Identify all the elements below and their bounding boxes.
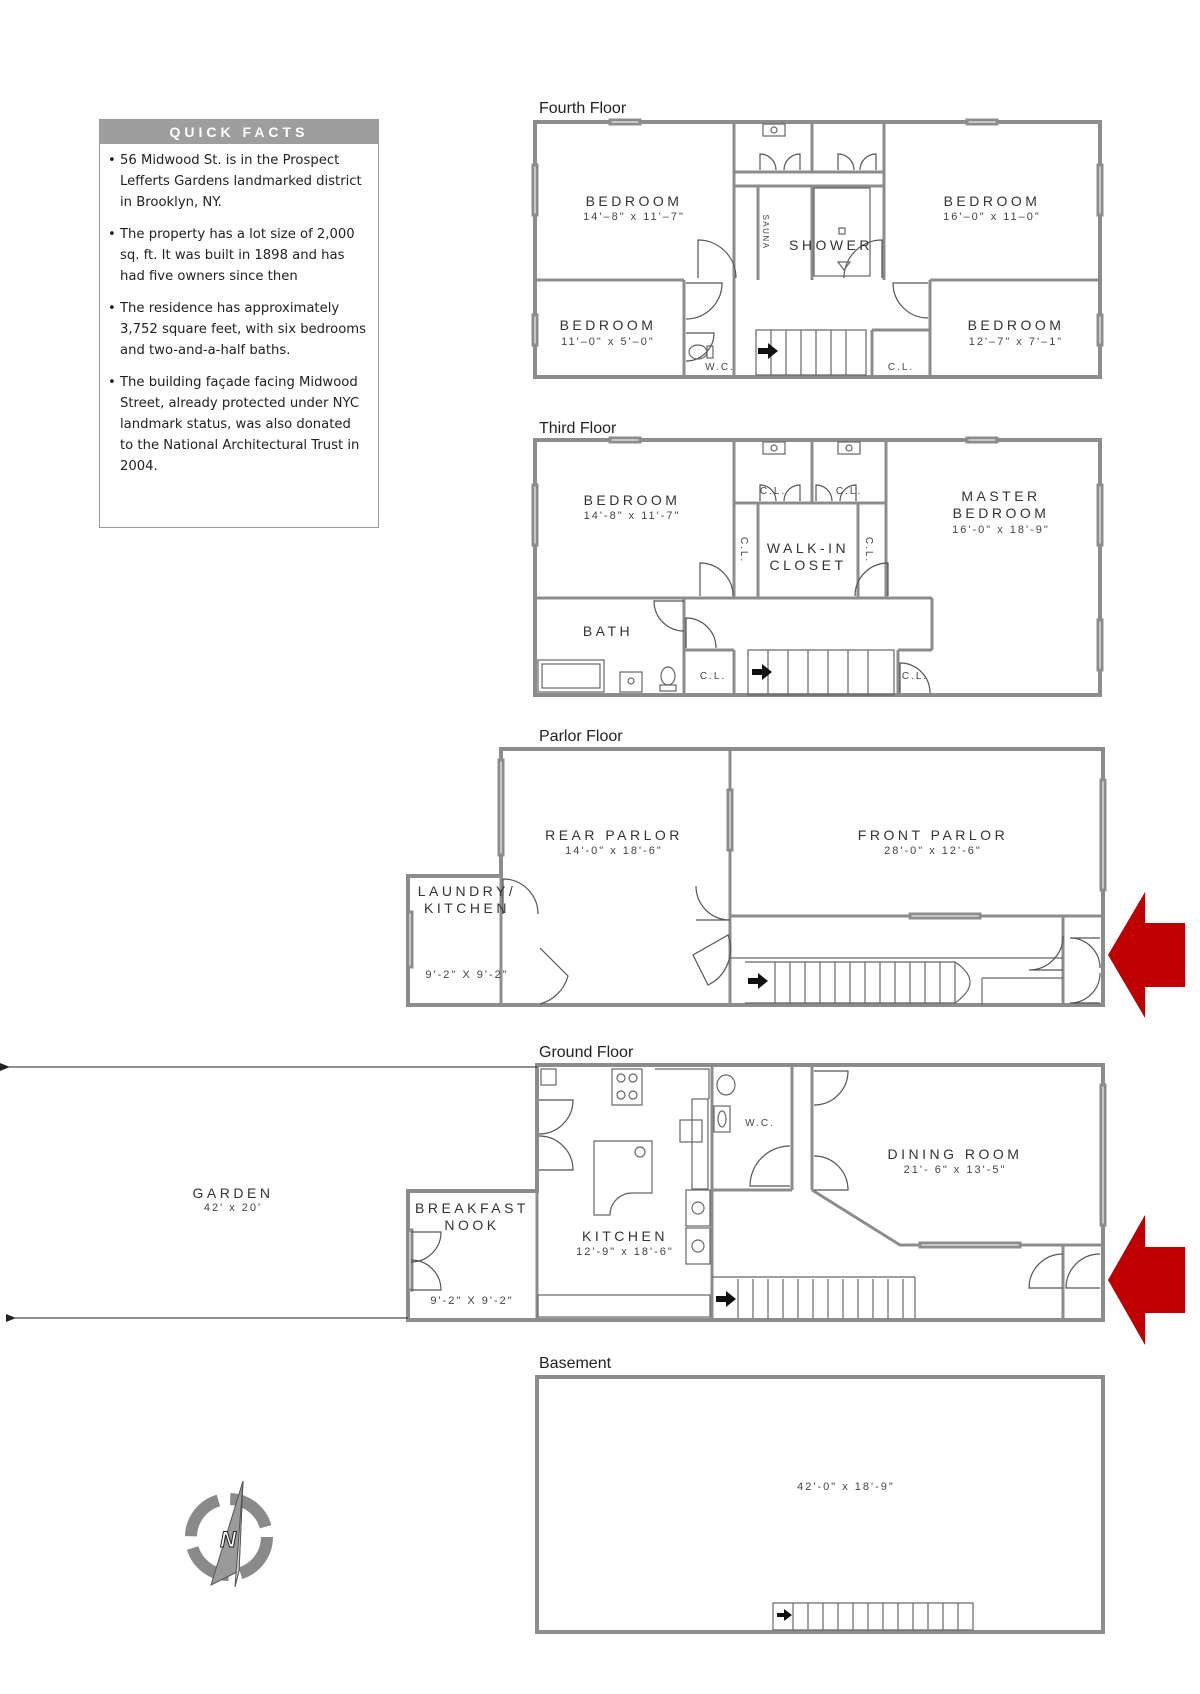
room-label: C.L. — [699, 671, 727, 682]
fact-item: • The building façade facing Midwood Street, already protected under NYC landmark status, was also donated to the National Architectural Trust in 2004. — [108, 372, 368, 477]
room-label: CLOSET — [769, 557, 847, 573]
room-label: C.L. — [738, 536, 749, 564]
basement — [537, 1355, 1103, 1632]
room-dimension: 16'-0" x 18'-9" — [952, 524, 1050, 536]
room-dimension: 21'- 6" x 13'-5" — [903, 1164, 1007, 1176]
room-label: BEDROOM — [583, 492, 681, 508]
ground-floor-title: Ground Floor — [539, 1044, 634, 1061]
fact-item: • The property has a lot size of 2,000 sq. ft. It was built in 1898 and has had five owners since then — [108, 224, 368, 287]
ground-floor-outline — [408, 1065, 1103, 1320]
fourth-floor-title: Fourth Floor — [539, 100, 627, 117]
room-dimension: 9'-2" X 9'-2" — [425, 969, 509, 981]
room-label: BEDROOM — [943, 193, 1041, 209]
room-label: BEDROOM — [952, 505, 1050, 521]
room-label: LAUNDRY/ — [417, 883, 517, 899]
room-label: C.L. — [901, 671, 929, 682]
parlor-floor-outline — [408, 749, 1103, 1005]
room-label: NOOK — [444, 1217, 500, 1233]
quick-facts-title: QUICK FACTS — [100, 120, 378, 144]
fact-item: • 56 Midwood St. is in the Prospect Lefferts Gardens landmarked district in Brooklyn, NY. — [108, 150, 368, 213]
room-label: WALK-IN — [766, 540, 850, 556]
room-dimension: 28'-0" x 12'-6" — [884, 845, 982, 857]
third-floor — [533, 420, 1102, 695]
room-dimension: 42' x 20' — [203, 1202, 263, 1214]
room-label: BEDROOM — [585, 193, 683, 209]
fact-item: • The residence has approximately 3,752 square feet, with six bedrooms and two-and-a-half baths. — [108, 298, 368, 361]
room-label: KITCHEN — [424, 900, 510, 916]
room-label: W.C. — [705, 362, 735, 373]
room-dimension: 14'–8" x 11'–7" — [583, 211, 685, 223]
room-label: KITCHEN — [582, 1228, 668, 1244]
entry-arrow-icon — [1108, 1215, 1185, 1345]
room-dimension: 9'-2" X 9'-2" — [430, 1295, 514, 1307]
room-label: C.L. — [887, 362, 915, 373]
room-dimension: 12'–7" x 7'–1" — [968, 336, 1064, 348]
room-label: C.L. — [759, 486, 787, 497]
room-label: BEDROOM — [559, 317, 657, 333]
room-label: DINING ROOM — [887, 1146, 1023, 1162]
entry-arrow-icon — [1108, 892, 1185, 1018]
room-dimension: 14'-8" x 11'-7" — [583, 510, 681, 522]
basement-title: Basement — [539, 1355, 612, 1372]
room-label: FRONT PARLOR — [857, 827, 1009, 843]
room-label: BATH — [582, 623, 634, 639]
room-label: W.C. — [745, 1118, 775, 1129]
compass-icon — [191, 1481, 267, 1587]
room-label: REAR PARLOR — [545, 827, 683, 843]
fourth-floor — [533, 100, 1102, 377]
parlor-floor-title: Parlor Floor — [539, 728, 623, 745]
room-dimension: 12'-9" x 18'-6" — [576, 1246, 674, 1258]
room-label: C.L. — [863, 536, 874, 564]
room-label: C.L. — [835, 486, 863, 497]
room-label: BEDROOM — [967, 317, 1065, 333]
room-label: GARDEN — [192, 1185, 274, 1201]
room-dimension: 14'-0" x 18'-6" — [565, 845, 663, 857]
parlor-floor — [408, 728, 1185, 1018]
room-label: MASTER — [961, 488, 1041, 504]
room-dimension: 11'–0" x 5'–0" — [561, 336, 655, 348]
third-floor-title: Third Floor — [539, 420, 617, 437]
room-label: BREAKFAST — [415, 1200, 529, 1216]
room-dimension: 16'–0" x 11–0" — [943, 211, 1041, 223]
room-dimension: 42'-0" x 18'-9" — [797, 1481, 895, 1493]
ground-floor — [8, 1044, 1185, 1345]
room-label: SAUNA — [761, 214, 770, 250]
compass-letter: N — [220, 1527, 236, 1552]
room-label: SHOWER — [789, 237, 873, 253]
basement-outline — [537, 1377, 1103, 1632]
